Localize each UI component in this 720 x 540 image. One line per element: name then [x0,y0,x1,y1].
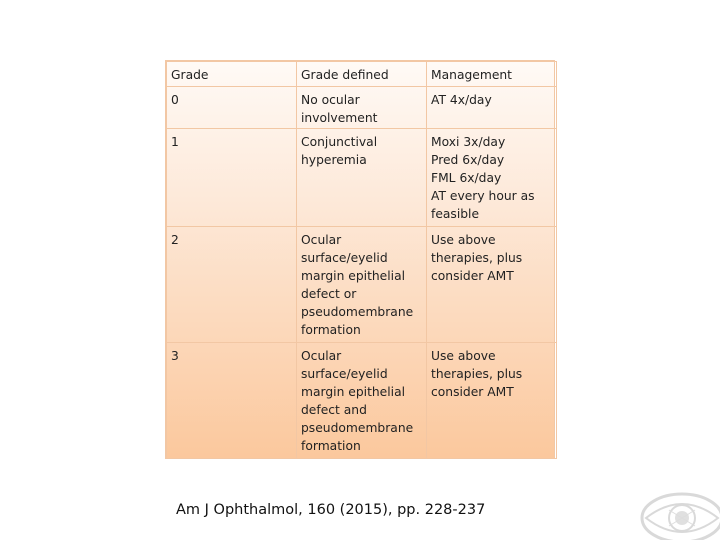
grading-table [166,61,557,459]
table-row [167,227,557,343]
management-cell: Use above therapies, plus consider AMT [427,343,557,459]
table-header-row [167,62,557,87]
grade-defined-cell: No ocular involvement [297,87,427,129]
grade-defined-cell: Ocular surface/eyelid margin epithelial defect or pseudomembrane formation [297,227,427,343]
table-row [167,343,557,459]
grade-cell: 0 [167,87,297,129]
grade-defined-cell: Ocular surface/eyelid margin epithelial defect and pseudomembrane formation [297,343,427,459]
grade-cell: 2 [167,227,297,343]
table-row [167,129,557,227]
header-grade: Grade [167,62,297,87]
grade-defined-cell: Conjunctival hyperemia [297,129,427,227]
management-cell: Moxi 3x/day Pred 6x/day FML 6x/day AT every hour as feasible [427,129,557,227]
eye-seal-logo-icon [636,488,720,540]
header-grade-defined: Grade defined [297,62,427,87]
grade-cell: 1 [167,129,297,227]
table-row [167,87,557,129]
citation: Am J Ophthalmol, 160 (2015), pp. 228-237 [176,502,486,518]
header-management: Management [427,62,557,87]
grading-table-container [165,60,555,459]
grade-cell: 3 [167,343,297,459]
management-cell: AT 4x/day [427,87,557,129]
management-cell: Use above therapies, plus consider AMT [427,227,557,343]
